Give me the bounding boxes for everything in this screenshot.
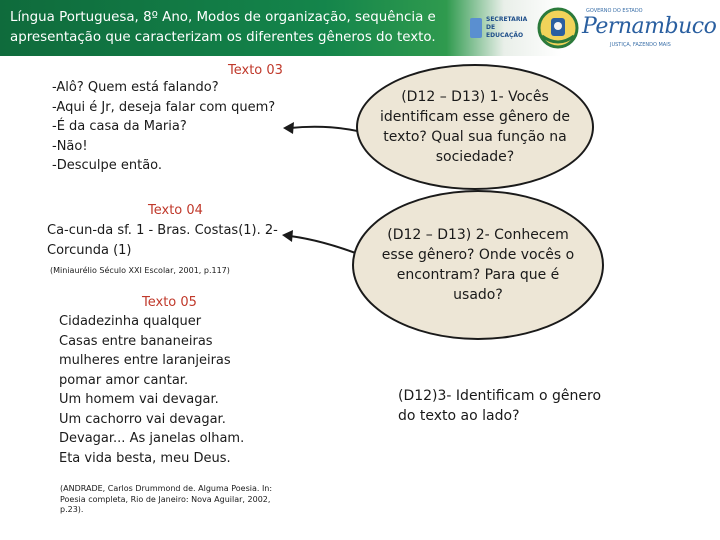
question-2-line: usado?	[453, 287, 503, 303]
texto-03-line: -Aqui é Jr, deseja falar com quem?	[52, 99, 276, 115]
secretaria-line-2: DE EDUCAÇÃO	[486, 24, 524, 39]
texto-03-title: Texto 03	[228, 63, 283, 78]
secretaria-logo	[470, 14, 530, 42]
question-2-line: (D12 – D13) 2- Conhecem	[387, 227, 569, 243]
secretaria-icon	[470, 18, 482, 38]
texto-05-body	[59, 312, 244, 468]
question-3-line: do texto ao lado?	[398, 408, 520, 424]
question-2-line: esse gênero? Onde vocês o	[381, 247, 575, 263]
texto-03-body	[52, 78, 275, 176]
slide-title	[10, 8, 460, 48]
texto-04-source-line: (Miniaurélio Século XXI Escolar, 2001, p.117)	[50, 266, 230, 275]
question-1-ellipse	[356, 64, 594, 190]
texto-05-line: Um cachorro vai devagar.	[59, 411, 226, 427]
header-banner	[0, 0, 720, 56]
texto-05-line: Devagar... As janelas olham.	[59, 431, 245, 446]
texto-05-line: mulheres entre laranjeiras	[59, 353, 231, 368]
texto-05-source-line: (ANDRADE, Carlos Drummond de. Alguma Poesia. In:	[60, 484, 273, 493]
texto-05-line: Casas entre bananeiras	[59, 333, 213, 349]
texto-04-line: Corcunda (1)	[47, 242, 132, 258]
texto-04-title: Texto 04	[148, 203, 203, 218]
arrow-head-q1	[283, 122, 294, 134]
texto-05-line: Cidadezinha qualquer	[59, 314, 202, 329]
texto-05-title: Texto 05	[142, 295, 197, 310]
texto-04-source	[50, 266, 230, 277]
government-logo	[470, 4, 720, 52]
texto-04-body	[47, 221, 278, 260]
texto-05-line: Um homem vai devagar.	[59, 392, 219, 407]
question-1-line: sociedade?	[435, 149, 515, 165]
question-2-line: encontram? Para que é	[396, 267, 560, 283]
question-3-text	[398, 386, 601, 426]
texto-05-line: pomar amor cantar.	[59, 372, 189, 388]
texto-05-source-line: p.23).	[60, 505, 84, 514]
state-crest-icon	[536, 6, 580, 50]
state-slogan: JUSTIÇA, FAZENDO MAIS	[610, 42, 671, 48]
state-name: Pernambuco	[582, 14, 717, 39]
question-1-line: identificam esse gênero de	[379, 109, 571, 125]
secretaria-line-1: SECRETARIA	[486, 16, 528, 23]
texto-03-line: -Não!	[52, 138, 88, 154]
texto-03-line: -Alô? Quem está falando?	[52, 80, 219, 95]
question-2-ellipse	[352, 190, 604, 340]
slide-title-line-1: Língua Portuguesa, 8º Ano, Modos de organização, sequência e	[10, 10, 436, 25]
texto-03-line: -Desculpe então.	[52, 158, 163, 173]
question-1-line: (D12 – D13) 1- Vocês	[401, 89, 549, 105]
texto-05-line: Eta vida besta, meu Deus.	[59, 450, 231, 466]
question-3-line: (D12)3- Identificam o gênero	[398, 388, 602, 404]
slide-title-line-2: apresentação que caracterizam os diferentes gêneros do texto.	[10, 30, 436, 45]
texto-05-source-line: Poesia completa, Rio de Janeiro: Nova Aguilar, 2002,	[60, 494, 271, 504]
arrow-head-q2	[282, 230, 293, 242]
texto-03-line: -É da casa da Maria?	[52, 119, 187, 134]
gov-label: GOVERNO DO ESTADO	[586, 8, 643, 14]
texto-04-line: Ca-cun-da sf. 1 - Bras. Costas(1). 2-	[47, 223, 278, 238]
texto-05-source	[60, 484, 272, 516]
question-1-line: texto? Qual sua função na	[383, 129, 567, 145]
